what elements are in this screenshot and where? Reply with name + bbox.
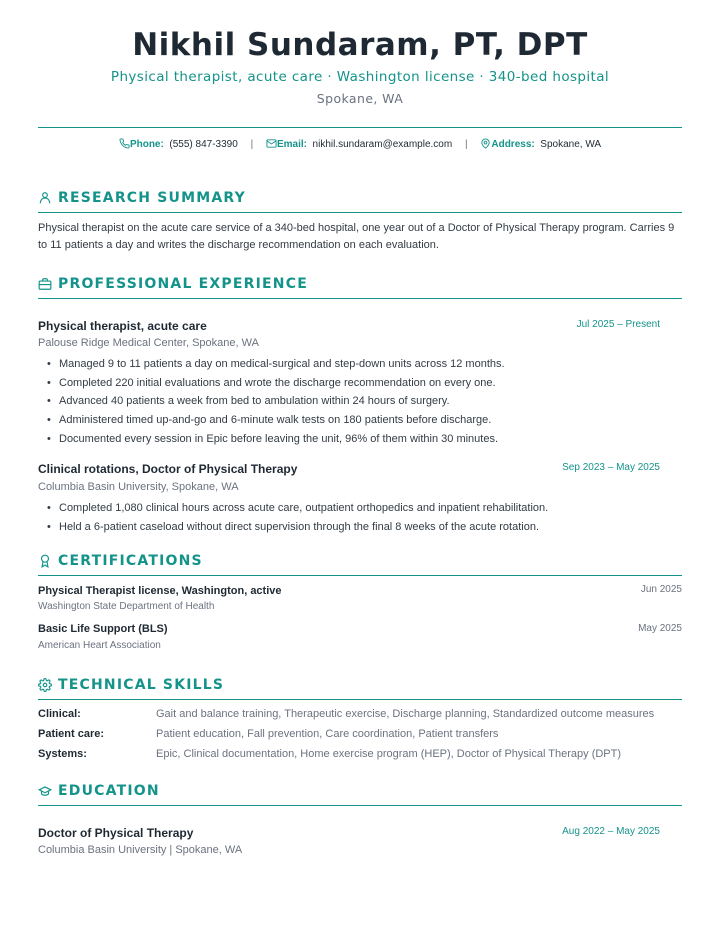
gear-icon [38,678,52,692]
list-item: • Held a 6-patient caseload without direct supervision through the final 8 weeks of the acute rotation. [38,520,682,539]
email-label: Email: [276,139,307,150]
job-title: Physical therapist, acute care [38,319,207,333]
skill-category: Clinical: [38,708,81,720]
job-dates: Jul 2025 – Present [576,319,660,330]
certification-date: Jun 2025 [640,584,682,595]
phone-value[interactable]: (555) 847-3390 [169,139,238,150]
list-item: • Documented every session in Epic before leaving the unit, 96% of them within 30 minutes. [38,432,682,451]
job-bullets [38,357,682,450]
certification-name: Physical Therapist license, Washington, active [38,585,282,597]
skill-category: Systems: [38,748,87,760]
section-header-experience [38,277,682,299]
section-header-certifications [38,554,682,576]
email-icon [266,138,277,149]
job-dates: Sep 2023 – May 2025 [562,462,660,473]
phone-label: Phone: [129,139,164,150]
candidate-name: Nikhil Sundaram, PT, DPT [132,27,588,63]
skill-row [38,728,682,744]
briefcase-icon [38,277,52,291]
list-item: • Completed 1,080 clinical hours across acute care, outpatient orthopedics and inpatient rehabilitation. [38,501,682,520]
school-name: Columbia Basin University | Spokane, WA [38,844,243,856]
job-bullets [38,501,682,538]
section-title-education: EDUCATION [58,783,160,799]
contact-bar [38,138,682,150]
section-title-experience: PROFESSIONAL EXPERIENCE [58,276,308,292]
skill-category: Patient care: [38,728,105,740]
job-organization: Palouse Ridge Medical Center, Spokane, WA [38,337,259,349]
contact-separator: | [250,139,254,150]
certification-date: May 2025 [638,623,682,634]
education-dates: Aug 2022 – May 2025 [562,826,660,837]
degree-name: Doctor of Physical Therapy [38,826,194,840]
certification-issuer: American Heart Association [38,640,161,651]
skill-list: Patient education, Fall prevention, Care coordination, Patient transfers [156,728,499,740]
section-header-summary [38,191,682,213]
graduation-cap-icon [38,784,52,798]
section-header-education [38,784,682,806]
skill-list: Epic, Clinical documentation, Home exercise program (HEP), Doctor of Physical Therapy (DPT) [156,748,622,760]
skill-row [38,708,682,724]
list-item: • Administered timed up-and-go and 6-minute walk tests on 180 patients before discharge. [38,413,682,432]
address-label: Address: [491,139,535,150]
award-ribbon-icon [38,554,52,568]
address-value: Spokane, WA [540,139,602,150]
email-value[interactable]: nikhil.sundaram@example.com [312,139,453,150]
section-title-certifications: CERTIFICATIONS [58,553,203,569]
section-header-skills [38,678,682,700]
person-icon [38,191,52,205]
location-pin-icon [480,138,491,149]
section-title-summary: RESEARCH SUMMARY [58,190,246,206]
header-divider [38,127,682,128]
job-organization: Columbia Basin University, Spokane, WA [38,481,239,493]
skill-row [38,748,682,764]
list-item: • Completed 220 initial evaluations and wrote the discharge recommendation on every one. [38,376,682,395]
candidate-tagline: Physical therapist, acute care · Washington license · 340-bed hospital [110,69,610,85]
candidate-location: Spokane, WA [316,91,404,106]
certification-name: Basic Life Support (BLS) [38,623,168,635]
skill-list: Gait and balance training, Therapeutic exercise, Discharge planning, Standardized outcome measures [156,708,655,720]
contact-separator: | [464,139,468,150]
list-item: • Managed 9 to 11 patients a day on medical-surgical and step-down units across 12 months. [38,357,682,376]
job-title: Clinical rotations, Doctor of Physical Therapy [38,462,298,476]
section-title-skills: TECHNICAL SKILLS [58,677,225,693]
phone-icon [119,138,130,149]
list-item: • Advanced 40 patients a week from bed to ambulation within 24 hours of surgery. [38,394,682,413]
certification-issuer: Washington State Department of Health [38,601,215,612]
summary-text: Physical therapist on the acute care service of a 340-bed hospital, one year out of a Doctor of Physical Therapy program. Carries 9 to 11 patients a day and writes the discharge recommendation on each evaluation. [38,222,675,251]
